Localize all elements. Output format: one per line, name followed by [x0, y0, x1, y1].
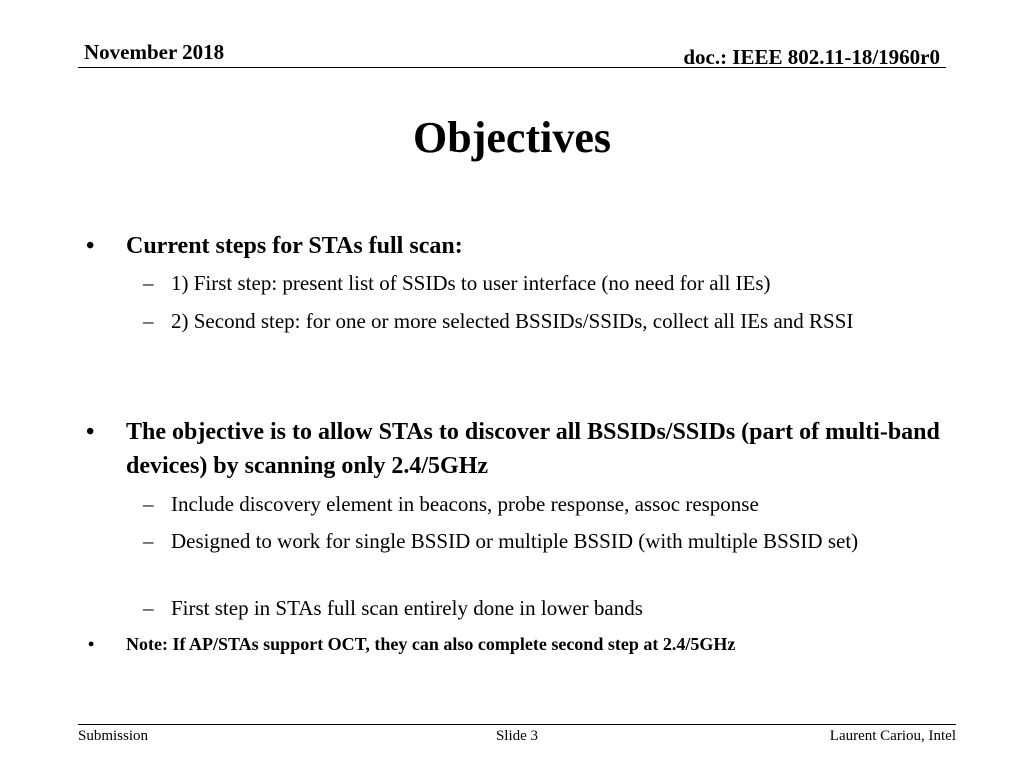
footer-divider	[78, 724, 956, 725]
dash-marker: –	[143, 596, 154, 620]
header-doc-id: doc.: IEEE 802.11-18/1960r0	[683, 45, 940, 69]
dash-marker: –	[143, 529, 154, 553]
slide-title: Objectives	[413, 113, 611, 162]
bullet-marker: •	[86, 233, 95, 259]
sub-bullet-text: 1) First step: present list of SSIDs to user interface (no need for all IEs)	[171, 271, 771, 295]
bullet-marker: •	[86, 419, 95, 445]
sub-bullet-text: Designed to work for single BSSID or multiple BSSID (with multiple BSSID set)	[171, 529, 859, 553]
dash-marker: –	[143, 271, 154, 295]
dash-marker: –	[143, 309, 154, 333]
bullet-marker: •	[88, 634, 95, 654]
footer-author: Laurent Cariou, Intel	[829, 728, 956, 744]
footer-submission: Submission	[78, 728, 149, 744]
sub-bullet-text: First step in STAs full scan entirely done in lower bands	[171, 596, 643, 620]
note-text: Note: If AP/STAs support OCT, they can also complete second step at 2.4/5GHz	[126, 634, 736, 654]
header-divider	[78, 67, 946, 68]
dash-marker: –	[143, 492, 154, 516]
bullet-text: The objective is to allow STAs to discover all BSSIDs/SSIDs (part of multi-band devices) by scanning only 2.4/5GHz	[126, 419, 940, 479]
sub-bullet-text: 2) Second step: for one or more selected BSSIDs/SSIDs, collect all IEs and RSSI	[171, 309, 854, 333]
header-date: November 2018	[84, 40, 225, 64]
sub-bullet-text: Include discovery element in beacons, probe response, assoc response	[171, 492, 759, 516]
footer-slide-number: Slide 3	[495, 728, 539, 744]
bullet-text: Current steps for STAs full scan:	[126, 233, 463, 259]
